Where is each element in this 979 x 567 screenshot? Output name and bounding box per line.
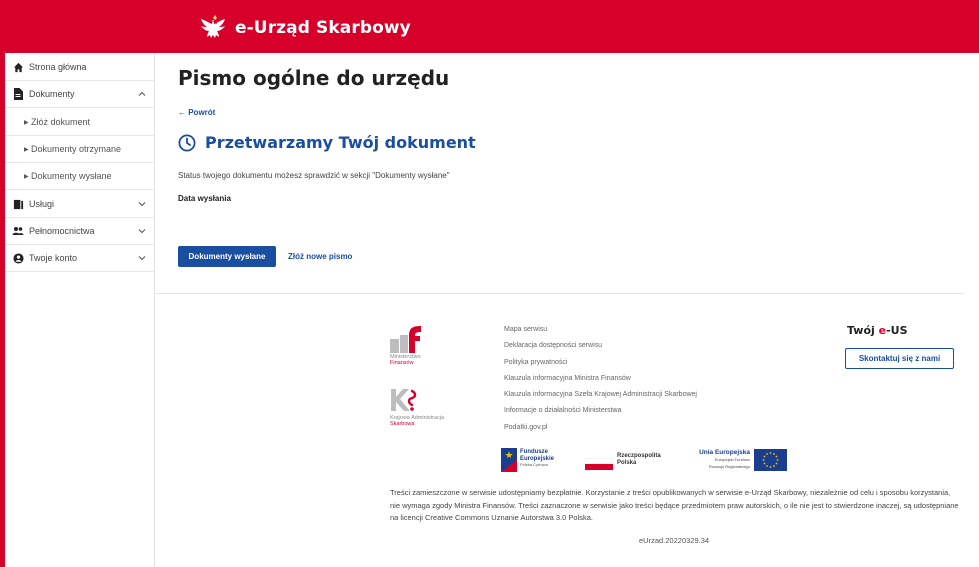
chevron-up-icon — [138, 90, 146, 98]
sidebar-item-documents[interactable] — [5, 81, 154, 108]
ue-line1: Unia Europejska — [699, 449, 750, 456]
brand-logo[interactable] — [199, 12, 411, 44]
sent-documents-button[interactable]: Dokumenty wysłane — [178, 246, 276, 267]
fe-star-icon — [501, 448, 517, 472]
new-letter-link[interactable]: Złóż nowe pismo — [288, 252, 353, 261]
ue-line3: Rozwoju Regionalnego — [708, 464, 750, 469]
chevron-down-icon — [138, 254, 146, 262]
app-version: eUrzad.20220329.34 — [639, 536, 710, 545]
user-icon — [12, 252, 24, 264]
clock-icon — [178, 134, 196, 152]
sidebar-item-label: Dokumenty wysłane — [31, 171, 112, 181]
fe-line2: Europejskie — [520, 455, 555, 462]
mf-caption-line2: Finansów — [390, 360, 414, 366]
polish-flag-icon — [585, 458, 613, 470]
twoj-suffix: -US — [886, 324, 908, 337]
footer-link-podatki[interactable]: Podatki.gov.pl — [504, 423, 548, 431]
chevron-down-icon — [138, 200, 146, 208]
status-text: Status twojego dokumentu możesz sprawdzić w sekcji "Dokumenty wysłane" — [178, 171, 450, 180]
sidebar-item-services[interactable] — [5, 191, 154, 218]
sidebar-item-authorizations[interactable] — [5, 218, 154, 245]
rp-line1: Rzeczpospolita — [617, 453, 661, 459]
people-icon — [12, 225, 24, 237]
processing-title: Przetwarzamy Twój dokument — [205, 133, 476, 152]
footer-link-ministry-info[interactable]: Informacje o działalności Ministerstwa — [504, 407, 622, 415]
kas-emblem-icon — [390, 387, 418, 413]
sidebar-item-label: Złóż dokument — [31, 117, 91, 127]
copyright-disclaimer: Treści zamieszczone w serwisie udostępniamy bezpłatnie. Korzystanie z treści opublikowanych w serwisie e-Urząd Skarbowy, niezależnie od celu i sposobu korzystania, nie wymaga zgody Ministra Finansów. Treści zaznaczone w serwisie jako treści będące przedmiotem praw autorskich, o ile nie jest to stwierdzone inaczej, są udostępniane na licencji Creative Commons Uznanie Autorstwa 3.0 Polska. — [390, 488, 959, 522]
kas-caption-line2: Skarbowa — [390, 421, 415, 427]
footer-link-kas-clause[interactable]: Klauzula informacyjna Szefa Krajowej Administracji Skarbowej — [504, 391, 697, 399]
footer-link-sitemap[interactable]: Mapa serwisu — [504, 326, 548, 333]
footer-link-accessibility[interactable]: Deklaracja dostępności serwisu — [504, 342, 603, 350]
top-bar — [0, 0, 979, 53]
date-label: Data wysłania — [178, 194, 231, 203]
sidebar-item-label: Pełnomocnictwa — [29, 226, 95, 236]
sidebar-subitem-sent-documents[interactable] — [5, 163, 154, 190]
sidebar-item-label: Usługi — [29, 199, 55, 209]
chevron-down-icon — [138, 227, 146, 235]
home-icon — [12, 61, 24, 73]
ue-line2: Europejski Fundusz — [714, 457, 750, 462]
rzeczpospolita-polska-logo — [585, 448, 675, 472]
sidebar-subitem-received-documents[interactable] — [5, 136, 154, 163]
kas-caption-line1: Krajowa Administracja — [390, 415, 445, 421]
footer-divider — [155, 293, 964, 294]
page-title: Pismo ogólne do urzędu — [178, 66, 450, 90]
footer-links — [504, 326, 697, 440]
contact-us-button[interactable]: Skontaktuj się z nami — [845, 348, 954, 369]
sidebar-item-label: Strona główna — [29, 62, 87, 72]
footer-link-mf-clause[interactable]: Klauzula informacyjna Ministra Finansów — [504, 374, 631, 382]
rp-line2: Polska — [617, 459, 637, 466]
fundusze-europejskie-logo — [501, 448, 571, 472]
app-title: e-Urząd Skarbowy — [235, 18, 411, 38]
twoj-eus-heading — [847, 324, 908, 337]
bullet-icon: ▶ — [24, 146, 29, 153]
sidebar-item-home[interactable] — [5, 54, 154, 81]
kas-logo[interactable] — [390, 387, 465, 432]
sidebar-item-label: Twoje konto — [29, 253, 78, 263]
fe-line3: Polska Cyfrowa — [520, 462, 548, 467]
back-link[interactable]: ← Powrót — [178, 108, 216, 117]
bullet-icon: ▶ — [24, 119, 29, 126]
twoj-prefix: Twój — [847, 324, 879, 337]
sidebar-item-account[interactable] — [5, 245, 154, 272]
eagle-emblem-icon — [199, 12, 231, 44]
footer-link-privacy[interactable]: Polityka prywatności — [504, 358, 568, 366]
document-icon — [12, 88, 24, 100]
sidebar-item-label: Dokumenty otrzymane — [31, 144, 122, 154]
eu-flag-icon — [754, 449, 787, 471]
ministry-of-finance-logo[interactable] — [390, 325, 460, 370]
sidebar-item-label: Dokumenty — [29, 89, 75, 99]
book-icon — [12, 198, 24, 210]
processing-header — [178, 133, 476, 152]
fe-line1: Fundusze — [520, 449, 548, 455]
mf-emblem-icon — [390, 325, 422, 353]
main-content — [155, 53, 964, 567]
twoj-e: e — [878, 324, 887, 337]
sidebar — [5, 53, 155, 567]
unia-europejska-logo — [690, 448, 790, 472]
mf-caption-line1: Ministerstwo — [390, 354, 421, 360]
bullet-icon: ▶ — [24, 173, 29, 180]
sidebar-subitem-submit-document[interactable] — [5, 109, 154, 136]
